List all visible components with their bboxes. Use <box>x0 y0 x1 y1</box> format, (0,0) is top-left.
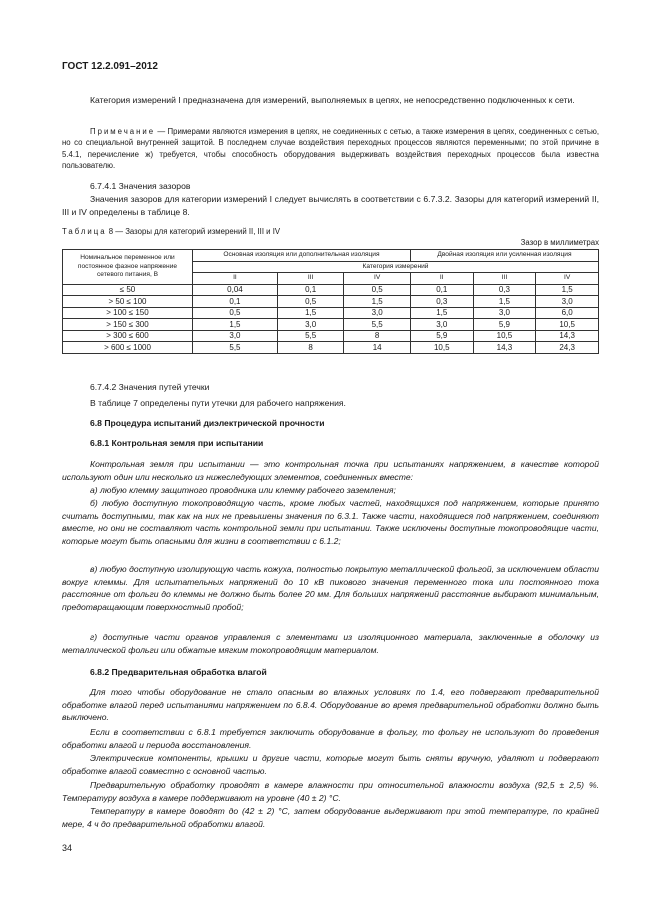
table-cell-value: 6,0 <box>536 307 599 319</box>
paragraph-humidity-5: Температуру в камере доводят до (42 ± 2) °С, затем оборудование выдерживают при этой температуре, по крайней мере, 4 ч до предварительной обработки влагой. <box>62 806 599 829</box>
table-header-voltage: Номинальное переменное или постоянное фазное напряжение сетевого питания, В <box>63 250 193 285</box>
paragraph-humidity-2: Если в соответствии с 6.8.1 требуется заключить оборудование в фольгу, то фольгу не используют до проведения обработки влагой и периода восстановления. <box>62 727 599 750</box>
table-cell-value: 0,1 <box>410 284 473 296</box>
note <box>62 126 599 172</box>
table-row <box>63 342 599 354</box>
table-cell-voltage: > 300 ≤ 600 <box>63 330 193 342</box>
table-col-iii: III <box>277 273 344 285</box>
page-number: 34 <box>62 843 73 853</box>
table-col-ii: II <box>193 273 278 285</box>
paragraph-humidity-3: Электрические компоненты, крышки и другие части, которые могут быть сняты вручную, удаляют и подвергают обработке влагой совместно с основной частью. <box>62 753 599 776</box>
table-cell-value: 3,0 <box>193 330 278 342</box>
table-header-category: Категория измерений <box>193 261 599 273</box>
paragraph-test-earth: Контрольная земля при испытании — это контрольная точка при испытаниях напряжением, в качестве которой используют один или несколько из нижеследующих элементов, соединенных вместе: <box>62 459 599 482</box>
table-cell-value: 10,5 <box>536 319 599 331</box>
table-cell-voltage: > 50 ≤ 100 <box>63 296 193 308</box>
table-header-basic: Основная изоляция или дополнительная изоляция <box>193 250 411 262</box>
paragraph-category-i: Категория измерений I предназначена для измерений, выполняемых в цепях, не непосредственно подключенных к сети. <box>90 95 575 105</box>
table-row <box>63 284 599 296</box>
table-caption-label: Таблица <box>62 227 107 236</box>
table-cell-value: 14 <box>344 342 411 354</box>
table-cell-value: 3,0 <box>344 307 411 319</box>
table-row <box>63 296 599 308</box>
table-cell-value: 1,5 <box>410 307 473 319</box>
table-cell-value: 1,5 <box>193 319 278 331</box>
table-row <box>63 319 599 331</box>
heading-6-7-4-2: 6.7.4.2 Значения путей утечки <box>90 382 210 392</box>
table-caption <box>62 226 599 237</box>
table-cell-value: 1,5 <box>344 296 411 308</box>
heading-6-8: 6.8 Процедура испытаний диэлектрической прочности <box>90 418 325 428</box>
table-cell-value: 0,04 <box>193 284 278 296</box>
table-cell-value: 0,1 <box>277 284 344 296</box>
document-header: ГОСТ 12.2.091–2012 <box>62 61 158 72</box>
table-cell-voltage: ≤ 50 <box>63 284 193 296</box>
table-cell-value: 5,9 <box>473 319 536 331</box>
table-col-iv: IV <box>344 273 411 285</box>
table-col-iii: III <box>473 273 536 285</box>
item-g: г) доступные части органов управления с элементами из изоляционного материала, заключенные в оболочку из металлической фольги или обжатые мягким токопроводящим материалом. <box>62 632 599 655</box>
item-a: а) любую клемму защитного проводника или клемму рабочего заземления; <box>90 485 396 495</box>
paragraph-gaps: Значения зазоров для категории измерений I следует вычислять в соответствии с 6.7.3.2. Зазоры для категорий измерений II, III и IV определены в таблице 8. <box>62 194 599 217</box>
paragraph-creepage: В таблице 7 определены пути утечки для рабочего напряжения. <box>90 398 346 408</box>
paragraph-humidity-1: Для того чтобы оборудование не стало опасным во влажных условиях по 1.4, его подвергают предварительной обработке влагой перед испытаниями напряжением по 6.8.4. Оборудование во время предварительной обработки должно быть выключено. <box>62 687 599 723</box>
table-col-iv: IV <box>536 273 599 285</box>
table-cell-value: 3,0 <box>473 307 536 319</box>
table-cell-value: 14,3 <box>536 330 599 342</box>
table-cell-value: 3,0 <box>410 319 473 331</box>
table-cell-value: 0,5 <box>344 284 411 296</box>
table-cell-value: 3,0 <box>536 296 599 308</box>
table-col-ii: II <box>410 273 473 285</box>
table-cell-voltage: > 600 ≤ 1000 <box>63 342 193 354</box>
table-cell-value: 8 <box>344 330 411 342</box>
note-text: — Примерами являются измерения в цепях, не соединенных с сетью, а также измерения в цепях, соединенных с сетью, но со специальной внутренней защитой. В последнем случае воздействия переходных процессов являются переменными; по этой причине в 5.4.1, перечисление ж) требуется, чтобы способность оборудования выдерживать воздействия переходных процессов была известна пользователю. <box>62 127 599 171</box>
table-cell-value: 10,5 <box>473 330 536 342</box>
note-label: Примечание <box>90 127 156 136</box>
table-header-double: Двойная изоляция или усиленная изоляция <box>410 250 598 262</box>
table-cell-value: 5,5 <box>193 342 278 354</box>
table-cell-voltage: > 150 ≤ 300 <box>63 319 193 331</box>
table-cell-value: 1,5 <box>277 307 344 319</box>
table-cell-value: 0,3 <box>473 284 536 296</box>
table-cell-voltage: > 100 ≤ 150 <box>63 307 193 319</box>
heading-6-8-1: 6.8.1 Контрольная земля при испытании <box>90 438 264 448</box>
gaps-table <box>62 249 599 354</box>
table-cell-value: 1,5 <box>473 296 536 308</box>
table-units: Зазор в миллиметрах <box>520 238 599 247</box>
table-cell-value: 0,3 <box>410 296 473 308</box>
paragraph-humidity-4: Предварительную обработку проводят в камере влажности при относительной влажности воздуха (92,5 ± 2,5) %. Температуру воздуха в камере поддерживают на уровне (40 ± 2) °С. <box>62 780 599 803</box>
table-cell-value: 14,3 <box>473 342 536 354</box>
table-cell-value: 24,3 <box>536 342 599 354</box>
table-cell-value: 8 <box>277 342 344 354</box>
heading-6-7-4-1: 6.7.4.1 Значения зазоров <box>90 181 191 191</box>
table-row <box>63 330 599 342</box>
heading-6-8-2: 6.8.2 Предварительная обработка влагой <box>90 667 267 677</box>
table-cell-value: 5,5 <box>277 330 344 342</box>
table-cell-value: 0,1 <box>193 296 278 308</box>
table-cell-value: 0,5 <box>193 307 278 319</box>
table-cell-value: 1,5 <box>536 284 599 296</box>
table-row <box>63 307 599 319</box>
table-cell-value: 0,5 <box>277 296 344 308</box>
table-cell-value: 5,5 <box>344 319 411 331</box>
item-v: в) любую доступную изолирующую часть кожуха, полностью покрытую металлической фольгой, за исключением области вокруг клеммы. Для испытательных напряжений до 10 кВ пикового значения переменного тока или постоянного тока расстояние от фольги до клеммы не должно быть более 20 мм. Для больших напряжений расстояние выбирают минимальным, предотвращающим поверхностный пробой; <box>62 564 599 612</box>
table-cell-value: 3,0 <box>277 319 344 331</box>
table-cell-value: 10,5 <box>410 342 473 354</box>
table-cell-value: 5,9 <box>410 330 473 342</box>
table-caption-text: 8 — Зазоры для категорий измерений II, III и IV <box>106 227 281 236</box>
item-b: б) любую доступную токопроводящую часть, кроме любых частей, находящихся под напряжением, которые принято считать доступными, так как на них не превышены значения по 6.3.1. Также части, находящиеся под напряжением, соединяют вместе, но они не составляют часть контрольной земли при испытании. Также исключены доступные токопроводящие части, которые могут быть опасными для жизни в соответствии с 6.1.2; <box>62 498 599 546</box>
